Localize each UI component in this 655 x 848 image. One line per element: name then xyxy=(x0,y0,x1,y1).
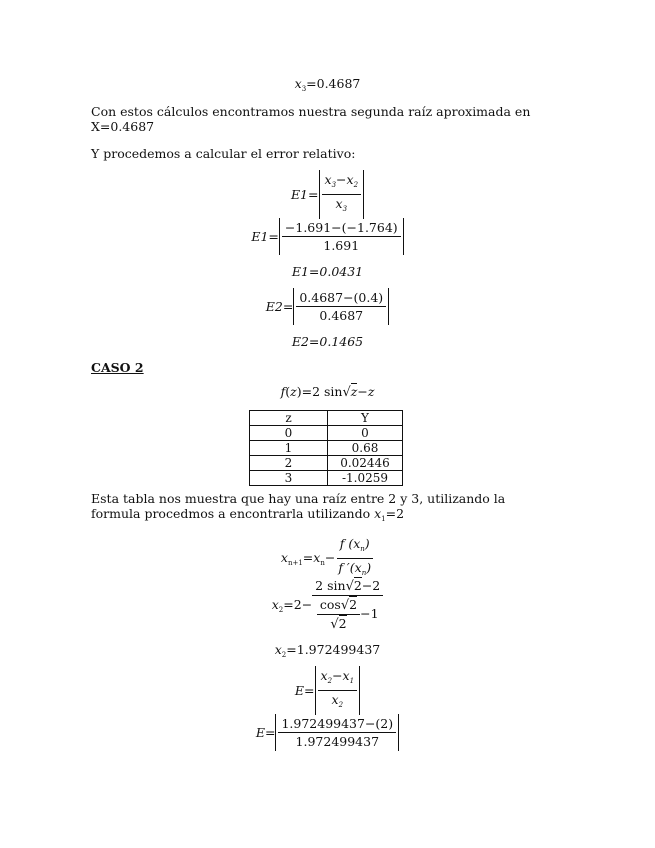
e2-subst-lhs: E2= xyxy=(265,299,294,314)
table-header-z: z xyxy=(250,411,328,426)
e1-def-minus: − xyxy=(336,172,347,187)
newton-num-sub: n xyxy=(360,545,365,553)
e2-subst-denominator: 0.4687 xyxy=(319,308,364,323)
e-subst-denominator: 1.972499437 xyxy=(295,734,380,749)
newton-x-sub: n xyxy=(320,559,325,567)
table-cell: 3 xyxy=(250,471,328,486)
e1-subst-lhs: E1= xyxy=(251,229,279,244)
fraction xyxy=(312,578,383,632)
x2-num-a: 2 sin xyxy=(315,578,346,593)
fraction xyxy=(282,220,401,253)
inner-fraction-numerator xyxy=(317,597,360,615)
fraction xyxy=(335,536,374,581)
x3-sub: 3 xyxy=(301,85,307,93)
e1-def-num-a: x xyxy=(324,172,332,187)
e1-def-num-b-sub: 2 xyxy=(353,181,359,189)
section-heading-caso-2: CASO 2 xyxy=(91,360,144,375)
fraction-numerator xyxy=(312,578,383,596)
sqrt-symbol: √ xyxy=(340,598,350,613)
values-table xyxy=(249,410,403,486)
e1-definition xyxy=(0,170,655,219)
abs-value-bars xyxy=(319,170,365,219)
newton-den: f ′(x xyxy=(338,560,362,575)
sqrt-symbol: √ xyxy=(330,617,339,632)
paragraph-line-1: Esta tabla nos muestra que hay una raíz entre 2 y 3, utilizando la xyxy=(91,491,506,506)
newton-x: x xyxy=(313,550,321,565)
table-cell: 0 xyxy=(328,426,403,441)
fraction-denominator xyxy=(314,596,382,632)
e1-def-den: x xyxy=(335,196,343,211)
x2-var: x xyxy=(274,642,282,657)
x2-formula-eq: =2− xyxy=(283,596,313,612)
table-row xyxy=(250,441,403,456)
table-cell: -1.0259 xyxy=(328,471,403,486)
func-arg: z xyxy=(290,384,297,399)
e-def-den-sub: 2 xyxy=(338,701,344,709)
x1-sub: 1 xyxy=(381,515,386,523)
fraction-denominator xyxy=(333,195,351,217)
e2-substitution xyxy=(0,288,655,325)
paragraph-relative-error-intro: Y procedemos a calcular el error relativo: xyxy=(91,146,356,161)
x2-value: =1.972499437 xyxy=(286,642,381,657)
table-header-y: Y xyxy=(328,411,403,426)
paragraph-second-root: Con estos cálculos encontramos nuestra segunda raíz aproximada en X=0.4687 xyxy=(91,104,531,134)
x2-formula-sub: 2 xyxy=(278,605,284,614)
x2-sub: 2 xyxy=(281,651,287,659)
table-row xyxy=(250,426,403,441)
e1-result: E1=0.0431 xyxy=(291,264,364,279)
e-def-num-a: x xyxy=(320,668,328,683)
e-def-num-b-sub: 1 xyxy=(349,677,355,685)
newton-lhs xyxy=(281,550,335,567)
x3-var: x xyxy=(294,76,302,91)
e-subst-lhs: E= xyxy=(255,725,276,740)
fraction-numerator xyxy=(322,172,362,195)
x2-result xyxy=(0,642,655,659)
e-def-lhs: E= xyxy=(294,683,315,698)
e-def-minus: − xyxy=(332,668,343,683)
newton-lhs-sub: n+1 xyxy=(287,559,303,567)
table-row xyxy=(250,456,403,471)
fraction xyxy=(322,172,362,217)
inner-fraction-denominator xyxy=(327,615,349,632)
func-eq: =2 sin xyxy=(301,384,343,399)
e-def-num-b: x xyxy=(342,668,350,683)
x3-result xyxy=(0,76,655,93)
x2-formula-lhs xyxy=(272,597,312,614)
func-sqrt-arg: z xyxy=(350,384,358,399)
sqrt-symbol: √ xyxy=(345,579,354,594)
table-header-row xyxy=(250,411,403,426)
fraction xyxy=(296,290,386,323)
newton-den-sub: n xyxy=(361,569,367,577)
table-cell: 1 xyxy=(250,441,328,456)
fraction xyxy=(318,668,358,713)
table-cell: 2 xyxy=(250,456,328,471)
e1-subst-numerator: −1.691−(−1.764) xyxy=(282,220,401,237)
e2-subst-numerator: 0.4687−(0.4) xyxy=(296,290,386,307)
newton-num: f (x xyxy=(339,536,361,551)
inner-fraction xyxy=(317,597,360,632)
table-cell: 0.68 xyxy=(328,441,403,456)
e2-result: E2=0.1465 xyxy=(291,334,364,349)
fraction-denominator xyxy=(329,691,347,713)
x2-num-b: −2 xyxy=(361,578,381,593)
e1-def-den-sub: 3 xyxy=(342,205,348,213)
x2-formula xyxy=(0,578,655,632)
x1-value: =2 xyxy=(385,506,405,521)
e1-def-num-a-sub: 3 xyxy=(331,181,337,189)
e1-substitution xyxy=(0,218,655,255)
e1-def-num-b: x xyxy=(346,172,354,187)
e-def-den: x xyxy=(331,692,339,707)
fraction xyxy=(278,716,396,749)
e-def-num-a-sub: 2 xyxy=(327,677,333,685)
fraction-numerator xyxy=(337,536,373,559)
x2-formula-var: x xyxy=(271,596,279,612)
newton-minus: − xyxy=(324,550,336,565)
abs-value-bars xyxy=(293,288,389,325)
fraction-numerator xyxy=(318,668,358,691)
table-cell: 0 xyxy=(250,426,328,441)
e-definition xyxy=(0,666,655,715)
e1-subst-denominator: 1.691 xyxy=(323,238,360,253)
function-definition: f(z)=2 sin√z−z xyxy=(280,384,375,400)
x1-var: x xyxy=(374,506,382,521)
x2-den-den-rad: 2 xyxy=(338,616,347,631)
newton-eq: = xyxy=(302,550,314,565)
newton-den-close: ) xyxy=(366,560,372,575)
paragraph-root-location xyxy=(91,491,571,527)
abs-value-bars xyxy=(275,714,399,751)
newton-num-close: ) xyxy=(364,536,370,551)
e-subst-numerator: 1.972499437−(2) xyxy=(278,716,396,733)
table-cell: 0.02446 xyxy=(328,456,403,471)
x2-den-a: cos xyxy=(319,597,341,612)
abs-value-bars xyxy=(315,666,361,715)
newton-lhs-var: x xyxy=(280,550,288,565)
x2-den-rad: 2 xyxy=(349,597,358,612)
sqrt-symbol: √ xyxy=(342,385,351,400)
x2-den-tail: −1 xyxy=(360,606,379,621)
e1-def-lhs: E1= xyxy=(290,187,319,202)
func-f: f xyxy=(280,384,286,399)
x3-value: =0.4687 xyxy=(306,76,361,91)
x2-num-rad: 2 xyxy=(353,578,362,593)
paragraph-line-2 xyxy=(91,506,571,527)
newton-raphson-formula xyxy=(0,536,655,581)
table-row xyxy=(250,471,403,486)
paragraph-line-2-text: formula procedmos a encontrarla utilizando xyxy=(91,506,371,521)
abs-value-bars xyxy=(279,218,404,255)
func-tail: −z xyxy=(357,384,375,399)
e-substitution xyxy=(0,714,655,751)
